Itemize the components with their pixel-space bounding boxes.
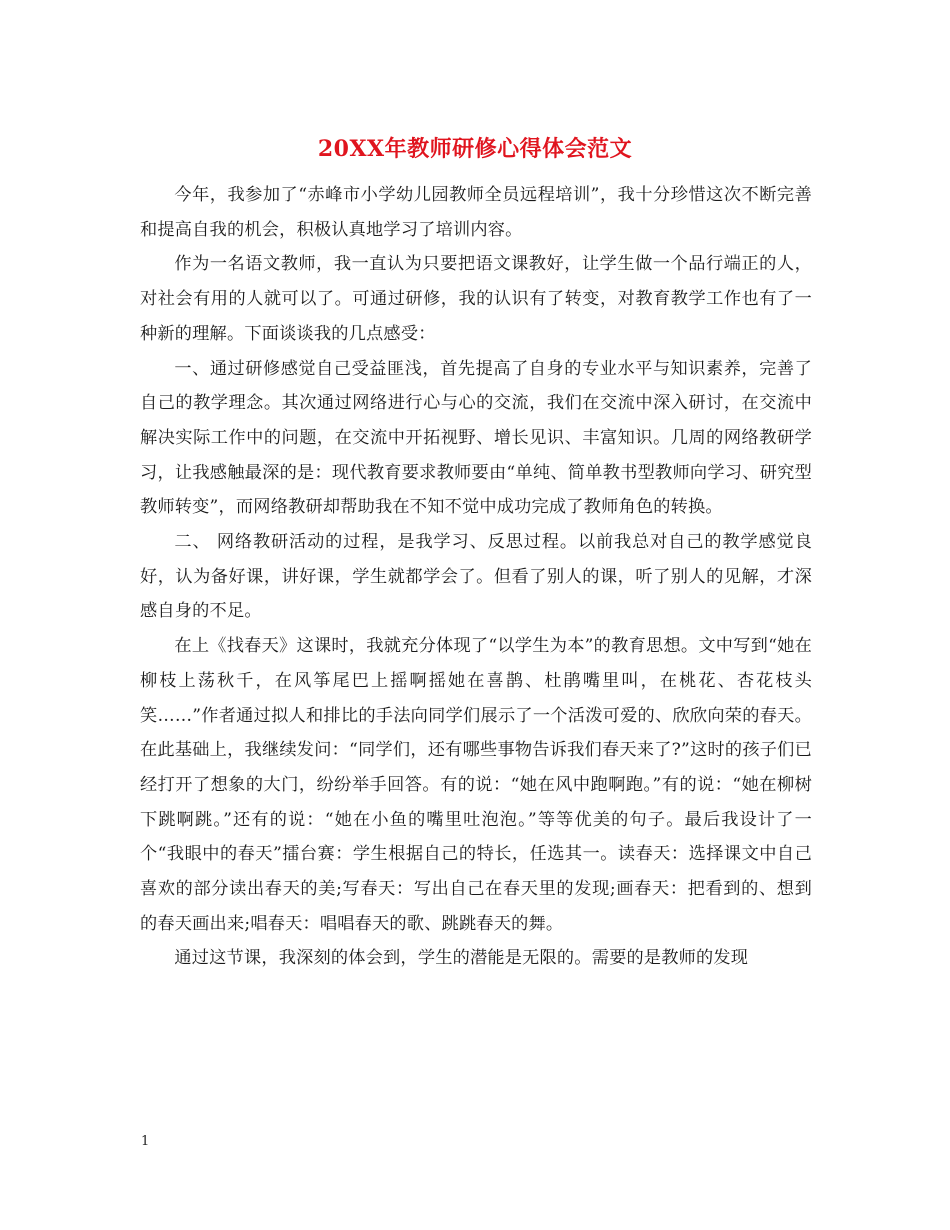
paragraph-6: 通过这节课，我深刻的体会到，学生的潜能是无限的。需要的是教师的发现 <box>174 948 749 969</box>
paragraph-3: 一、通过研修感觉自己受益匪浅，首先提高了自身的专业水平与知识素养，完善了自己的教学理念。其次通过网络进行心与心的交流，我们在交流中深入研讨，在交流中解决实际工作中的问题，在交流中开拓视野、增长见识、丰富知识。几周的网络教研学习，让我感触最深的是：现代教育要求教师要由“单纯、简单教书型教师向学习、研究型教师转变”，而网络教研却帮助我在不知不觉中成功完成了教师角色的转换。 <box>140 358 812 518</box>
document-title: 20XX年教师研修心得体会范文 <box>317 136 633 162</box>
paragraph-1: 今年，我参加了“赤峰市小学幼儿园教师全员远程培训”，我十分珍惜这次不断完善和提高自我的机会，积极认真地学习了培训内容。 <box>140 185 812 240</box>
document-body <box>140 178 812 976</box>
paragraph-2: 作为一名语文教师，我一直认为只要把语文课教好，让学生做一个品行端正的人，对社会有用的人就可以了。可通过研修，我的认识有了转变，对教育教学工作也有了一种新的理解。下面谈谈我的几点感受： <box>140 254 812 344</box>
paragraph-4: 二、 网络教研活动的过程，是我学习、反思过程。以前我总对自己的教学感觉良好，认为备好课，讲好课，学生就都学会了。但看了别人的课，听了别人的见解，才深感自身的不足。 <box>140 532 812 622</box>
page-number: 1 <box>141 1134 150 1149</box>
paragraph-5: 在上《找春天》这课时，我就充分体现了“以学生为本”的教育思想。文中写到“她在柳枝上荡秋千，在风筝尾巴上摇啊摇她在喜鹊、杜鹃嘴里叫，在桃花、杏花枝头笑……”作者通过拟人和排比的手法向同学们展示了一个活泼可爱的、欣欣向荣的春天。在此基础上，我继续发问：“同学们，还有哪些事物告诉我们春天来了?”这时的孩子们已经打开了想象的大门，纷纷举手回答。有的说：“她在风中跑啊跑。”有的说：“她在柳树下跳啊跳。”还有的说：“她在小鱼的嘴里吐泡泡。”等等优美的句子。最后我设计了一个“我眼中的春天”擂台赛：学生根据自己的特长，任选其一。读春天：选择课文中自己喜欢的部分读出春天的美;写春天：写出自己在春天里的发现;画春天：把看到的、想到的春天画出来;唱春天：唱唱春天的歌、跳跳春天的舞。 <box>140 636 812 934</box>
